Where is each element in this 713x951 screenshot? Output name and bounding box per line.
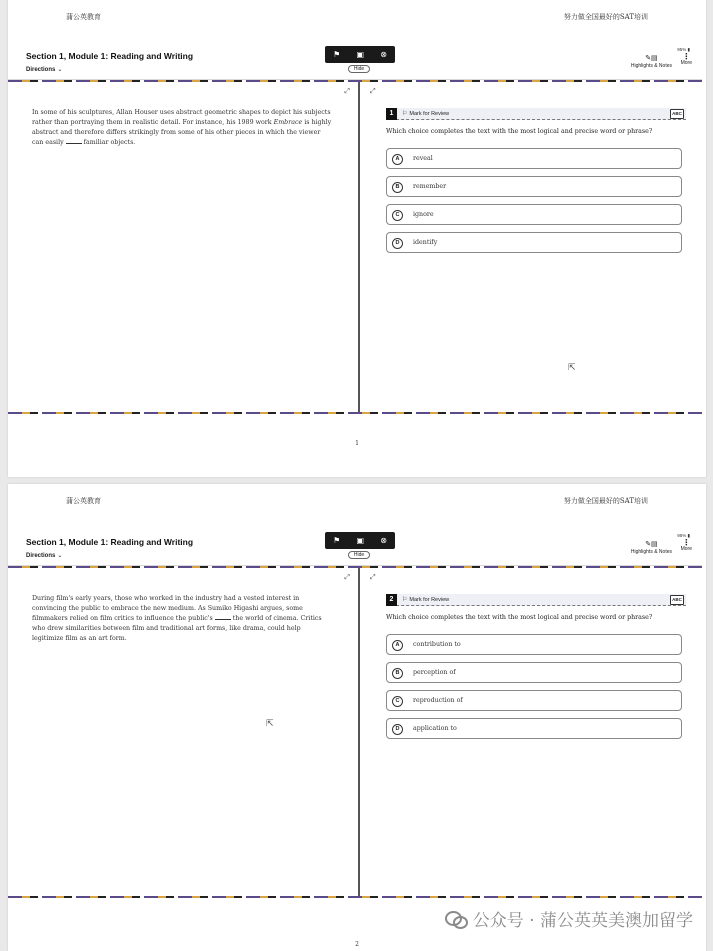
wechat-watermark bbox=[445, 906, 693, 931]
choice-text: identify bbox=[413, 239, 438, 246]
bookmark-icon: ⚐ bbox=[402, 111, 408, 117]
answer-choice-c[interactable] bbox=[386, 204, 682, 225]
directions-toggle[interactable] bbox=[26, 552, 62, 559]
question-header bbox=[386, 594, 686, 606]
question-pane bbox=[362, 568, 702, 896]
document-header bbox=[8, 496, 706, 508]
app-top-bar bbox=[8, 44, 702, 80]
choice-letter: A bbox=[392, 640, 403, 651]
answer-choice-a[interactable] bbox=[386, 634, 682, 655]
header-slogan: 努力做全国最好的SAT培训 bbox=[563, 497, 648, 505]
passage-text bbox=[32, 108, 332, 148]
page-number: 1 bbox=[355, 440, 359, 447]
passage-text bbox=[32, 594, 332, 644]
passage-part: the world of cinema. Critics who drew similarities between film and traditional art forms, like drama, could help legitimize film as an art form. bbox=[32, 615, 322, 642]
passage-part: In some of his sculptures, Allan Houser uses abstract geometric shapes to depict his subjects rather than portraying them in realistic detail. For instance, his 1989 work bbox=[32, 109, 331, 126]
test-app-window bbox=[8, 44, 702, 414]
page-number: 2 bbox=[355, 941, 359, 948]
answer-choice-d[interactable] bbox=[386, 232, 682, 253]
mark-for-review-button[interactable] bbox=[402, 596, 449, 603]
document-header bbox=[8, 12, 706, 24]
choice-text: perception of bbox=[413, 669, 456, 676]
answer-choice-c[interactable] bbox=[386, 690, 682, 711]
passage-blank bbox=[215, 614, 231, 620]
more-vertical-icon: ⋮ bbox=[682, 52, 691, 61]
chevron-down-icon: ⌄ bbox=[57, 67, 63, 73]
choice-letter: B bbox=[392, 668, 403, 679]
section-title: Section 1, Module 1: Reading and Writing bbox=[26, 537, 194, 547]
highlights-label: Highlights & Notes bbox=[630, 549, 672, 555]
mouse-cursor-icon: ⇱ bbox=[568, 362, 576, 372]
abc-eliminator-icon[interactable]: ABC bbox=[670, 595, 684, 605]
more-label: More bbox=[680, 60, 692, 66]
battery-percent: 95% bbox=[677, 47, 687, 52]
question-header bbox=[386, 108, 686, 120]
passage-pane bbox=[8, 568, 360, 896]
abc-eliminator-icon[interactable]: ABC bbox=[670, 109, 684, 119]
pencil-note-icon: ✎▤ bbox=[645, 55, 658, 62]
expand-icon[interactable]: ⤢ bbox=[370, 574, 376, 581]
choice-text: ignore bbox=[413, 211, 434, 218]
test-app-window bbox=[8, 530, 702, 898]
choice-letter: C bbox=[392, 696, 403, 707]
document-page-2 bbox=[8, 484, 706, 951]
header-brand: 蒲公英教育 bbox=[66, 497, 101, 505]
flag-icon[interactable]: ⚑ bbox=[333, 49, 341, 59]
hide-button[interactable]: Hide bbox=[348, 551, 370, 559]
screen-icon[interactable]: ▣ bbox=[356, 49, 365, 59]
mark-review-label: Mark for Review bbox=[409, 111, 450, 117]
expand-icon[interactable]: ⤢ bbox=[344, 574, 350, 581]
highlights-notes-button[interactable] bbox=[631, 540, 672, 555]
battery-status: 95% ▮ bbox=[677, 533, 690, 538]
bottom-divider bbox=[8, 896, 702, 898]
passage-part: familiar objects. bbox=[81, 139, 136, 146]
question-number: 2 bbox=[386, 594, 397, 606]
chevron-down-icon: ⌄ bbox=[57, 553, 63, 559]
choice-letter: A bbox=[392, 154, 403, 165]
battery-status: 95% ▮ bbox=[677, 47, 690, 52]
passage-blank bbox=[66, 138, 82, 144]
passage-pane bbox=[8, 82, 360, 412]
watermark-text: 公众号 · 蒲公英英美澳加留学 bbox=[472, 911, 693, 931]
highlights-notes-button[interactable] bbox=[631, 54, 672, 69]
document-page-1 bbox=[8, 0, 706, 477]
choice-text: contribution to bbox=[413, 641, 461, 648]
choice-letter: D bbox=[392, 724, 403, 735]
flag-icon[interactable]: ⚑ bbox=[333, 535, 341, 545]
bottom-divider bbox=[8, 412, 702, 414]
bookmark-icon: ⚐ bbox=[402, 597, 408, 603]
timer-toolbar bbox=[325, 532, 395, 549]
mark-review-label: Mark for Review bbox=[409, 597, 450, 603]
expand-icon[interactable]: ⤢ bbox=[344, 88, 350, 95]
more-label: More bbox=[680, 546, 692, 552]
more-button[interactable] bbox=[681, 54, 692, 66]
answer-choice-b[interactable] bbox=[386, 176, 682, 197]
question-pane bbox=[362, 82, 702, 412]
app-top-bar bbox=[8, 530, 702, 566]
passage-italic: Embrace bbox=[273, 119, 303, 126]
directions-label: Directions bbox=[26, 67, 56, 73]
choice-letter: D bbox=[392, 238, 403, 249]
more-button[interactable] bbox=[681, 540, 692, 552]
question-prompt: Which choice completes the text with the most logical and precise word or phrase? bbox=[386, 128, 653, 135]
answer-choice-b[interactable] bbox=[386, 662, 682, 683]
timer-toolbar bbox=[325, 46, 395, 63]
answer-choice-a[interactable] bbox=[386, 148, 682, 169]
wechat-icon bbox=[445, 911, 467, 927]
choice-text: reproduction of bbox=[413, 697, 463, 704]
header-slogan: 努力做全国最好的SAT培训 bbox=[563, 13, 648, 21]
mouse-cursor-icon: ⇱ bbox=[266, 718, 274, 728]
battery-percent: 95% bbox=[677, 533, 687, 538]
choice-letter: C bbox=[392, 210, 403, 221]
answer-choice-d[interactable] bbox=[386, 718, 682, 739]
choice-text: reveal bbox=[413, 155, 433, 162]
hide-button[interactable]: Hide bbox=[348, 65, 370, 73]
passage-part: is highly abstract and therefore differs strikingly from some of his other pieces in which the viewer can easily bbox=[32, 119, 332, 146]
mark-for-review-button[interactable] bbox=[402, 110, 449, 117]
close-icon[interactable]: ⊗ bbox=[380, 535, 387, 545]
expand-icon[interactable]: ⤢ bbox=[370, 88, 376, 95]
question-prompt: Which choice completes the text with the most logical and precise word or phrase? bbox=[386, 614, 653, 621]
header-brand: 蒲公英教育 bbox=[66, 13, 101, 21]
pencil-note-icon: ✎▤ bbox=[645, 541, 658, 548]
choice-letter: B bbox=[392, 182, 403, 193]
directions-toggle[interactable] bbox=[26, 66, 62, 73]
directions-label: Directions bbox=[26, 553, 56, 559]
screen-icon[interactable]: ▣ bbox=[356, 535, 365, 545]
more-vertical-icon: ⋮ bbox=[682, 538, 691, 547]
passage-part: During film's early years, those who worked in the industry had a vested interest in convincing the public to embrace the new medium. As Sumiko Higashi argues, some filmmakers relied on film critics to influence the public's bbox=[32, 595, 303, 622]
choice-text: remember bbox=[413, 183, 447, 190]
choice-text: application to bbox=[413, 725, 457, 732]
close-icon[interactable]: ⊗ bbox=[380, 49, 387, 59]
question-number: 1 bbox=[386, 108, 397, 120]
section-title: Section 1, Module 1: Reading and Writing bbox=[26, 51, 194, 61]
highlights-label: Highlights & Notes bbox=[630, 63, 672, 69]
